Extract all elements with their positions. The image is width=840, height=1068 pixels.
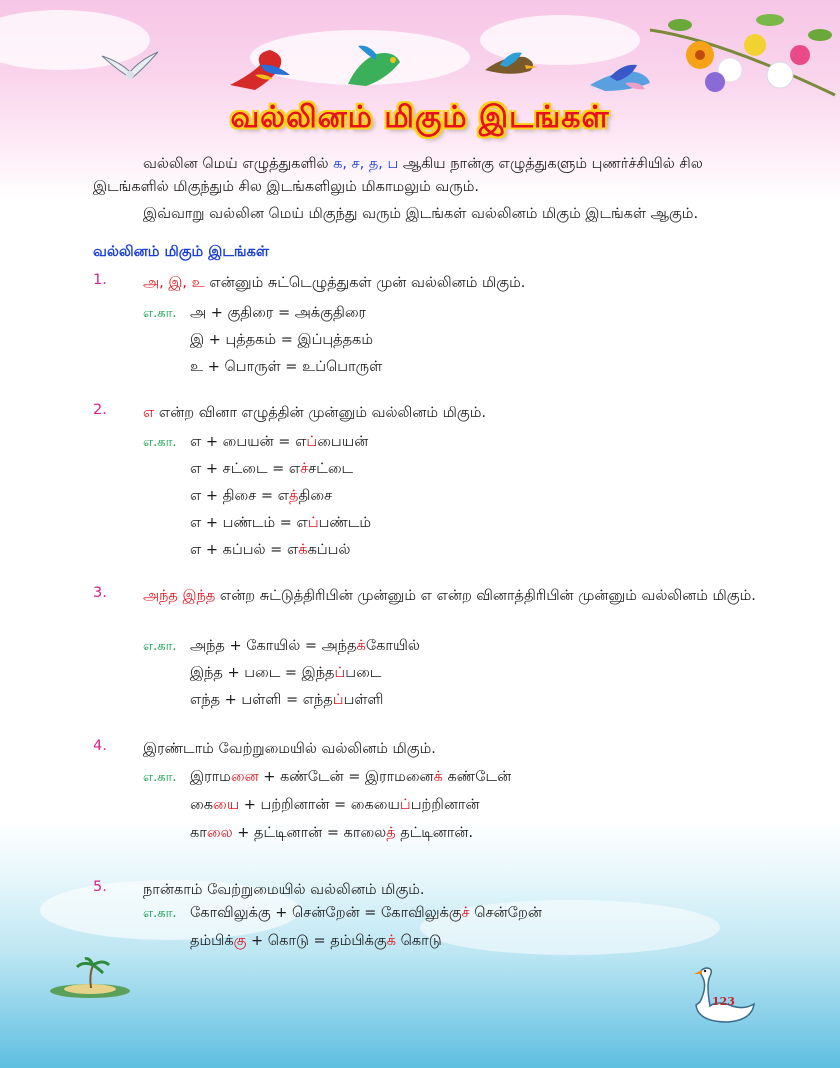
rule-number: 4. bbox=[93, 738, 107, 754]
page-title: வல்லினம் மிகும் இடங்கள் bbox=[230, 100, 610, 135]
example-result: கப்பல் bbox=[307, 542, 351, 558]
added-consonant: ச் bbox=[461, 905, 470, 921]
section-heading: வல்லினம் மிகும் இடங்கள் bbox=[93, 244, 269, 260]
example-result: எ bbox=[286, 542, 299, 558]
rule-text bbox=[143, 402, 783, 425]
example-line bbox=[190, 542, 350, 560]
rule-text bbox=[143, 272, 783, 295]
rule-highlight: எ bbox=[143, 405, 155, 421]
example-result: அக்குதிரை bbox=[294, 305, 367, 321]
rule-number: 5. bbox=[93, 879, 107, 895]
flowers-decoration-icon bbox=[640, 0, 840, 110]
rule-text bbox=[143, 585, 783, 608]
example-lhs: கா bbox=[190, 825, 207, 841]
example-result: கண்டேன் bbox=[442, 769, 512, 785]
example-result: எ bbox=[295, 434, 307, 450]
rule-description: என்னும் சுட்டெழுத்துகள் முன் வல்லினம் மிகும். bbox=[204, 275, 526, 291]
intro-text: ஆகிய நான்கு எழுத்துகளும் புணர்ச்சியில் சில இடங்களில் மிகுந்தும் சில இடங்களிலும் மிகாமலும் வரும். bbox=[93, 156, 703, 195]
example-lhs: அ + குதிரை = bbox=[190, 305, 295, 321]
example-label: எ.கா. bbox=[143, 306, 177, 321]
example-result: எ bbox=[277, 488, 290, 504]
example-line bbox=[190, 305, 366, 323]
example-lhs: எ + சட்டை = bbox=[190, 461, 289, 477]
example-result: பள்ளி bbox=[343, 692, 384, 708]
intro-paragraph-1 bbox=[93, 153, 773, 199]
example-line bbox=[190, 665, 381, 683]
rule-highlight: அந்த இந்த bbox=[143, 588, 216, 604]
example-lhs: கை bbox=[190, 797, 213, 813]
intro-paragraph-2 bbox=[93, 203, 773, 226]
example-result: படை bbox=[345, 665, 382, 681]
example-result: காலை bbox=[343, 825, 387, 841]
rule-number: 1. bbox=[93, 272, 107, 288]
example-lhs: எ + பையன் = bbox=[190, 434, 296, 450]
example-line bbox=[190, 905, 542, 923]
rule-description: நான்காம் வேற்றுமையில் வல்லினம் மிகும். bbox=[143, 882, 425, 898]
example-line bbox=[190, 797, 480, 815]
example-line bbox=[190, 692, 383, 710]
example-label: எ.கா. bbox=[143, 639, 177, 654]
example-lhs: எ + திசை = bbox=[190, 488, 278, 504]
parrot-bird-icon bbox=[338, 42, 408, 92]
example-result: திசை bbox=[298, 488, 333, 504]
added-consonant: ப் bbox=[306, 434, 318, 450]
added-consonant: ப் bbox=[399, 797, 411, 813]
case-suffix: கு bbox=[233, 933, 247, 949]
example-label: எ.கா. bbox=[143, 435, 177, 450]
example-result: தட்டினான். bbox=[395, 825, 474, 841]
rule-description: என்ற சுட்டுத்திரிபின் முன்னும் எ என்ற வினாத்திரிபின் முன்னும் வல்லினம் மிகும். bbox=[215, 588, 756, 604]
rule-number: 2. bbox=[93, 402, 107, 418]
rule-text bbox=[143, 879, 783, 902]
added-consonant: க் bbox=[356, 638, 366, 654]
example-label: எ.கா. bbox=[143, 770, 177, 785]
example-lhs: + கொடு = bbox=[246, 933, 331, 949]
example-lhs: + தட்டினான் = bbox=[232, 825, 344, 841]
case-suffix: லை bbox=[206, 825, 233, 841]
seagull-bird-icon bbox=[100, 48, 160, 88]
hard-consonants: க, ச, த, ப bbox=[333, 156, 399, 172]
example-result: கோவிலுக்கு bbox=[381, 905, 462, 921]
example-line bbox=[190, 825, 473, 843]
example-result: பற்றினான் bbox=[410, 797, 480, 813]
example-lhs: உ + பொருள் = bbox=[190, 359, 303, 375]
page-number: 123 bbox=[712, 995, 735, 1008]
example-lhs: எந்த + பள்ளி = bbox=[190, 692, 303, 708]
example-result: எ bbox=[288, 461, 301, 477]
rule-description: இரண்டாம் வேற்றுமையில் வல்லினம் மிகும். bbox=[143, 741, 436, 757]
added-consonant: க் bbox=[386, 933, 396, 949]
title-banner bbox=[0, 100, 840, 139]
example-lhs: எ + கப்பல் = bbox=[190, 542, 287, 558]
example-lhs: இராம bbox=[190, 769, 231, 785]
example-line bbox=[190, 933, 442, 951]
example-lhs: + கண்டேன் = bbox=[258, 769, 365, 785]
example-line bbox=[190, 434, 368, 452]
example-lhs: தம்பிக் bbox=[190, 933, 234, 949]
added-consonant: க் bbox=[298, 542, 308, 558]
example-line bbox=[190, 488, 332, 506]
example-lhs: அந்த + கோயில் = bbox=[190, 638, 322, 654]
added-consonant: த் bbox=[386, 825, 396, 841]
macaw-bird-icon bbox=[225, 45, 295, 95]
example-result: எ bbox=[296, 515, 308, 531]
example-result: இப்புத்தகம் bbox=[297, 332, 373, 348]
rule-description: என்ற வினா எழுத்தின் முன்னும் வல்லினம் மிகும். bbox=[154, 405, 486, 421]
rule-text bbox=[143, 738, 783, 761]
added-consonant: க் bbox=[433, 769, 443, 785]
intro-text: வல்லின மெய் எழுத்துகளில் bbox=[143, 156, 334, 172]
example-lhs: + பற்றினான் = bbox=[239, 797, 351, 813]
bee-eater-bird-icon bbox=[480, 45, 540, 85]
example-lhs: இந்த + படை = bbox=[190, 665, 302, 681]
intro-text: இவ்வாறு வல்லின மெய் மிகுந்து வரும் இடங்கள் வல்லினம் மிகும் இடங்கள் ஆகும். bbox=[143, 206, 699, 222]
example-label: எ.கா. bbox=[143, 906, 177, 921]
example-result: கையை bbox=[350, 797, 400, 813]
added-consonant: ப் bbox=[334, 665, 346, 681]
rule-number: 3. bbox=[93, 585, 107, 601]
added-consonant: ப் bbox=[307, 515, 319, 531]
example-result: கொடு bbox=[395, 933, 442, 949]
example-result: அந்த bbox=[321, 638, 357, 654]
example-line bbox=[190, 461, 353, 479]
example-line bbox=[190, 769, 511, 787]
example-result: கோயில் bbox=[365, 638, 420, 654]
island-palm-icon bbox=[45, 955, 135, 1000]
example-lhs: இ + புத்தகம் = bbox=[190, 332, 298, 348]
example-lhs: கோவிலுக்கு bbox=[190, 905, 271, 921]
example-line bbox=[190, 515, 371, 533]
example-result: எந்த bbox=[302, 692, 333, 708]
example-result: இராமனை bbox=[365, 769, 434, 785]
case-suffix: யை bbox=[213, 797, 240, 813]
case-suffix: னை bbox=[230, 769, 259, 785]
example-lhs: எ + பண்டம் = bbox=[190, 515, 297, 531]
example-result: உப்பொருள் bbox=[302, 359, 383, 375]
example-result: சென்றேன் bbox=[469, 905, 542, 921]
example-result: சட்டை bbox=[308, 461, 354, 477]
rule-highlight: அ, இ, உ bbox=[143, 275, 205, 291]
example-result: இந்த bbox=[301, 665, 335, 681]
example-line bbox=[190, 638, 420, 656]
example-lhs: + சென்றேன் = bbox=[270, 905, 381, 921]
added-consonant: ச் bbox=[300, 461, 309, 477]
example-line bbox=[190, 359, 382, 377]
added-consonant: ப் bbox=[332, 692, 344, 708]
example-result: தம்பிக்கு bbox=[330, 933, 387, 949]
example-result: பையன் bbox=[317, 434, 369, 450]
example-line bbox=[190, 332, 373, 350]
added-consonant: த் bbox=[289, 488, 299, 504]
example-result: பண்டம் bbox=[318, 515, 372, 531]
